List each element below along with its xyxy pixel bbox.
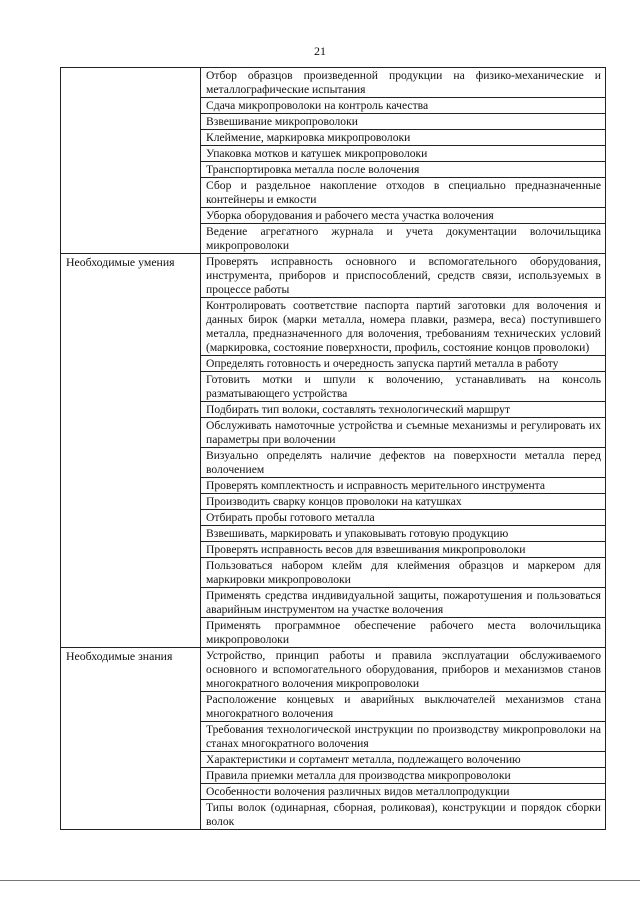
table-cell	[201, 162, 606, 178]
table-cell	[201, 510, 606, 526]
skill-text: Определять готовность и очередность запуска партий металла в работу	[206, 357, 559, 370]
table-cell	[201, 526, 606, 542]
knowledge-text: Требования технологической инструкции по производству микропроволоки на станах многократного волочения	[206, 723, 601, 750]
work-action-text: Сдача микропроволоки на контроль качества	[206, 99, 429, 112]
skill-text: Применять программное обеспечение рабочего места волочильщика микропроволоки	[206, 619, 601, 646]
continuation-label-cell	[61, 68, 201, 254]
table-cell	[201, 130, 606, 146]
work-action-text: Ведение агрегатного журнала и учета документации волочильщика микропроволоки	[206, 225, 601, 252]
skills-label: Необходимые умения	[61, 254, 201, 648]
skill-text: Проверять исправность основного и вспомогательного оборудования, инструмента, приборов и приспособлений, средств связи, используемых в процессе работы	[206, 255, 601, 296]
skill-text: Производить сварку концов проволоки на катушках	[206, 495, 462, 508]
table-body	[61, 68, 606, 830]
knowledge-text: Характеристики и сортамент металла, подлежащего волочению	[206, 753, 521, 766]
work-action-text: Клеймение, маркировка микропроволоки	[206, 131, 411, 144]
skill-text: Визуально определять наличие дефектов на поверхности металла перед волочением	[206, 449, 601, 476]
table-cell	[201, 478, 606, 494]
qualification-table	[60, 67, 606, 830]
skill-text: Готовить мотки и шпули к волочению, устанавливать на консоль разматывающего устройства	[206, 373, 601, 400]
scan-edge-line	[0, 880, 640, 881]
table-cell	[201, 254, 606, 298]
table-cell	[201, 648, 606, 692]
skill-text: Применять средства индивидуальной защиты, пожаротушения и пользоваться аварийным инструментом на участке волочения	[206, 589, 601, 616]
knowledge-text: Устройство, принцип работы и правила эксплуатации обслуживаемого основного и вспомогательного оборудования, приборов и механизмов станов многократного волочения микропроволоки	[206, 649, 601, 690]
table-cell	[201, 618, 606, 648]
table-row	[61, 254, 606, 298]
knowledge-label: Необходимые знания	[61, 648, 201, 830]
skill-text: Обслуживать намоточные устройства и съемные механизмы и регулировать их параметры при волочении	[206, 419, 601, 446]
table-cell	[201, 418, 606, 448]
table-cell	[201, 784, 606, 800]
table-cell	[201, 98, 606, 114]
table-cell	[201, 298, 606, 356]
skill-text: Контролировать соответствие паспорта партий заготовки для волочения и данных бирок (марки металла, номера плавки, размера, веса) поступившего металла, предназначенного для волочения, требованиям технических условий (маркировка, состояние поверхности, профиль, состояние концов проволоки)	[206, 299, 601, 354]
table-cell	[201, 768, 606, 784]
table-cell	[201, 208, 606, 224]
work-action-text: Взвешивание микропроволоки	[206, 115, 358, 128]
knowledge-text: Особенности волочения различных видов металлопродукции	[206, 785, 510, 798]
work-action-text: Отбор образцов произведенной продукции на физико-механические и металлографические испытания	[206, 69, 601, 96]
skill-text: Проверять исправность весов для взвешивания микропроволоки	[206, 543, 526, 556]
skill-text: Отбирать пробы готового металла	[206, 511, 375, 524]
skill-text: Пользоваться набором клейм для клеймения образцов и маркером для маркировки микропроволоки	[206, 559, 601, 586]
knowledge-text: Правила приемки металла для производства микропроволоки	[206, 769, 511, 782]
skill-text: Проверять комплектность и исправность мерительного инструмента	[206, 479, 546, 492]
table-cell	[201, 722, 606, 752]
table-cell	[201, 402, 606, 418]
work-action-text: Уборка оборудования и рабочего места участка волочения	[206, 209, 494, 222]
table-cell	[201, 588, 606, 618]
table-cell	[201, 542, 606, 558]
work-action-text: Упаковка мотков и катушек микропроволоки	[206, 147, 428, 160]
page-number: 21	[314, 44, 326, 58]
table-cell	[201, 68, 606, 98]
table-row	[61, 68, 606, 98]
knowledge-text: Расположение концевых и аварийных выключателей механизмов стана многократного волочения	[206, 693, 601, 720]
work-action-text: Транспортировка металла после волочения	[206, 163, 420, 176]
table-row	[61, 648, 606, 692]
knowledge-text: Типы волок (одинарная, сборная, роликовая), конструкции и порядок сборки волок	[206, 801, 601, 828]
skill-text: Взвешивать, маркировать и упаковывать готовую продукцию	[206, 527, 509, 540]
skill-text: Подбирать тип волоки, составлять технологический маршрут	[206, 403, 511, 416]
table-cell	[201, 146, 606, 162]
table-cell	[201, 178, 606, 208]
table-cell	[201, 224, 606, 254]
table-cell	[201, 800, 606, 830]
table-cell	[201, 494, 606, 510]
table-cell	[201, 752, 606, 768]
table-cell	[201, 692, 606, 722]
table-cell	[201, 356, 606, 372]
work-action-text: Сбор и раздельное накопление отходов в специально предназначенные контейнеры и емкости	[206, 179, 601, 206]
table-cell	[201, 448, 606, 478]
table-cell	[201, 558, 606, 588]
table-cell	[201, 114, 606, 130]
table-cell	[201, 372, 606, 402]
